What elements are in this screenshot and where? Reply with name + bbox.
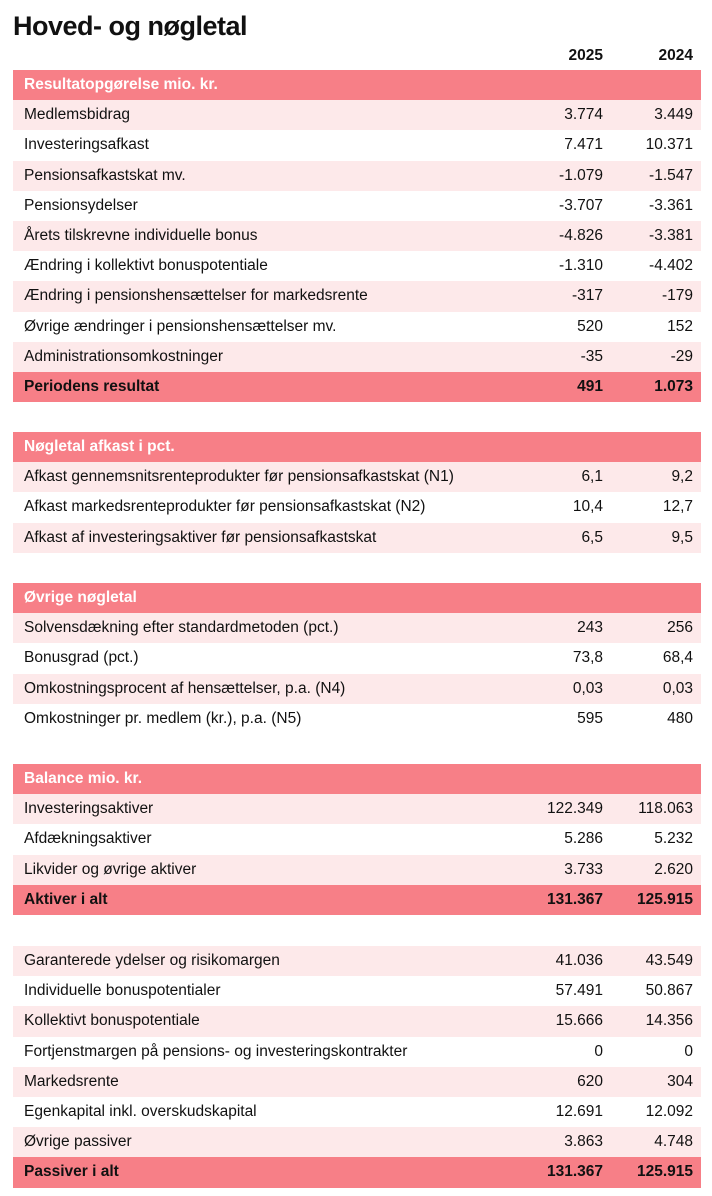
table-row	[13, 130, 701, 160]
value-2025: 122.349	[546, 800, 603, 818]
row-label: Individuelle bonuspotentialer	[24, 982, 221, 1000]
balance-section	[13, 764, 701, 915]
row-label: Ændring i pensionshensættelser for markedsrente	[24, 287, 368, 305]
total-value-2024: 125.915	[636, 1163, 693, 1181]
value-2025: 73,8	[572, 649, 603, 667]
value-2025: 0,03	[572, 679, 603, 697]
section-header-label: Øvrige nøgletal	[24, 589, 137, 606]
table-row	[13, 221, 701, 251]
resultat-section	[13, 70, 701, 402]
table-row	[13, 191, 701, 221]
value-2024: 12.092	[645, 1102, 693, 1120]
value-2024: -1.547	[649, 166, 693, 184]
value-2025: 5.286	[564, 830, 603, 848]
value-2025: 41.036	[555, 952, 603, 969]
section-header-label: Resultatopgørelse mio. kr.	[24, 76, 218, 93]
value-2024: 2.620	[654, 860, 693, 878]
section-header	[13, 432, 701, 462]
value-2024: 0	[684, 1042, 693, 1060]
row-label: Afkast gennemsnitsrenteprodukter før pensionsafkastskat (N1)	[24, 468, 454, 486]
row-label: Øvrige ændringer i pensionshensættelser mv.	[24, 317, 337, 335]
row-label: Medlemsbidrag	[24, 106, 130, 124]
total-label: Aktiver i alt	[24, 890, 108, 908]
value-2025: 0	[594, 1042, 603, 1060]
row-label: Omkostninger pr. medlem (kr.), p.a. (N5)	[24, 709, 302, 727]
table-row	[13, 462, 701, 492]
value-2025: -1.310	[559, 257, 603, 275]
value-2025: 3.774	[564, 106, 603, 124]
table-row	[13, 312, 701, 342]
table-row	[13, 492, 701, 522]
value-2025: -4.826	[559, 226, 603, 244]
value-2024: -3.361	[649, 196, 693, 214]
row-label: Afdækningsaktiver	[24, 830, 152, 848]
value-2025: 3.863	[564, 1133, 603, 1151]
value-2025: 243	[577, 619, 603, 637]
table-row	[13, 1127, 701, 1157]
section-header	[13, 764, 701, 794]
total-value-2024: 125.915	[636, 890, 693, 908]
year-2025-header: 2025	[568, 47, 603, 64]
value-2024: 10.371	[645, 136, 693, 154]
row-label: Kollektivt bonuspotentiale	[24, 1012, 200, 1030]
total-row	[13, 885, 701, 915]
value-2024: 9,5	[671, 528, 693, 546]
value-2025: 3.733	[564, 860, 603, 878]
row-label: Årets tilskrevne individuelle bonus	[24, 226, 258, 244]
section-header	[13, 583, 701, 613]
value-2024: 256	[667, 619, 693, 637]
total-value-2025: 131.367	[546, 890, 603, 908]
page-title: Hoved- og nøgletal	[13, 11, 247, 41]
table-row	[13, 1037, 701, 1067]
value-2025: 57.491	[555, 982, 603, 1000]
value-2025: -35	[580, 347, 603, 365]
total-label: Periodens resultat	[24, 377, 160, 395]
section-header-label: Nøgletal afkast i pct.	[24, 438, 175, 455]
value-2024: -29	[670, 347, 693, 365]
table-row	[13, 342, 701, 372]
table-row	[13, 613, 701, 643]
row-label: Ændring i kollektivt bonuspotentiale	[24, 257, 268, 275]
oevrige-section	[13, 583, 701, 734]
row-label: Omkostningsprocent af hensættelser, p.a. (N4)	[24, 679, 346, 697]
value-2025: 12.691	[555, 1102, 603, 1120]
table-row	[13, 704, 701, 734]
afkast-section	[13, 432, 701, 553]
row-label: Fortjenstmargen på pensions- og investeringskontrakter	[24, 1042, 408, 1060]
value-2025: 6,5	[581, 528, 603, 546]
table-row	[13, 1006, 701, 1036]
value-2025: -317	[571, 287, 603, 305]
total-value-2025: 131.367	[546, 1163, 603, 1181]
row-label: Egenkapital inkl. overskudskapital	[24, 1102, 257, 1120]
total-value-2024: 1.073	[654, 377, 693, 395]
value-2025: 520	[577, 317, 603, 335]
row-label: Bonusgrad (pct.)	[24, 649, 139, 667]
value-2024: 12,7	[662, 498, 693, 516]
table-row	[13, 161, 701, 191]
table-row	[13, 251, 701, 281]
row-label: Likvider og øvrige aktiver	[24, 860, 197, 878]
value-2025: 15.666	[555, 1012, 603, 1030]
table-row	[13, 976, 701, 1006]
value-2025: 620	[577, 1072, 603, 1090]
table-row	[13, 100, 701, 130]
row-label: Solvensdækning efter standardmetoden (pct.)	[24, 619, 339, 637]
value-2024: 68,4	[662, 649, 693, 667]
table-row	[13, 1097, 701, 1127]
value-2024: 304	[667, 1072, 693, 1090]
value-2024: 4.748	[654, 1133, 693, 1151]
value-2024: 152	[667, 317, 693, 335]
row-label: Pensionsafkastskat mv.	[24, 166, 186, 184]
value-2024: 0,03	[662, 679, 693, 697]
value-2024: 480	[667, 709, 693, 727]
table-row	[13, 523, 701, 553]
table-row	[13, 1067, 701, 1097]
row-label: Øvrige passiver	[24, 1133, 132, 1151]
value-2024: -179	[661, 287, 693, 305]
value-2024: 14.356	[645, 1012, 693, 1030]
table-row	[13, 946, 701, 976]
value-2025: 7.471	[564, 136, 603, 154]
year-header	[13, 44, 701, 70]
value-2024: 118.063	[638, 800, 693, 818]
value-2025: 10,4	[572, 498, 603, 516]
row-label: Investeringsafkast	[24, 136, 149, 154]
value-2025: -1.079	[559, 166, 603, 184]
value-2024: 3.449	[654, 106, 693, 124]
table-row	[13, 824, 701, 854]
row-label: Investeringsaktiver	[24, 800, 154, 818]
value-2025: 6,1	[581, 468, 603, 486]
value-2024: 5.232	[654, 830, 693, 848]
value-2025: -3.707	[559, 196, 603, 214]
table-row	[13, 281, 701, 311]
section-header	[13, 70, 701, 100]
value-2024: 9,2	[671, 468, 693, 486]
value-2024: -3.381	[649, 226, 693, 244]
table-row	[13, 855, 701, 885]
value-2024: 43.549	[645, 952, 693, 969]
table-row	[13, 794, 701, 824]
row-label: Markedsrente	[24, 1072, 119, 1090]
value-2024: -4.402	[649, 257, 693, 275]
table-row	[13, 643, 701, 673]
value-2025: 595	[577, 709, 603, 727]
section-header-label: Balance mio. kr.	[24, 770, 143, 787]
total-value-2025: 491	[577, 377, 603, 395]
row-label: Administrationsomkostninger	[24, 347, 224, 365]
total-row	[13, 372, 701, 402]
row-label: Garanterede ydelser og risikomargen	[24, 952, 280, 969]
passiver-section	[13, 946, 701, 1188]
row-label: Afkast af investeringsaktiver før pensionsafkastskat	[24, 528, 377, 546]
total-label: Passiver i alt	[24, 1163, 119, 1181]
row-label: Pensionsydelser	[24, 196, 138, 214]
year-2024-header: 2024	[658, 47, 693, 64]
value-2024: 50.867	[645, 982, 693, 1000]
row-label: Afkast markedsrenteprodukter før pensionsafkastskat (N2)	[24, 498, 426, 516]
table-row	[13, 674, 701, 704]
total-row	[13, 1157, 701, 1187]
